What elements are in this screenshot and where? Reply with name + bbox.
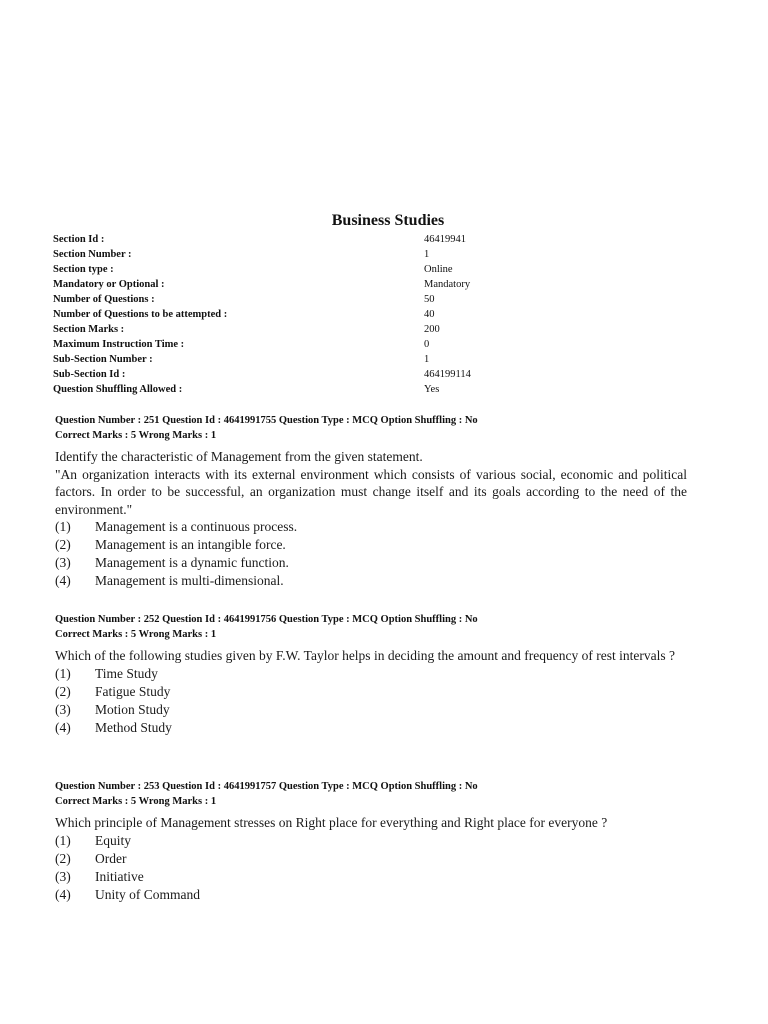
option-text: Order bbox=[95, 850, 127, 866]
option-item bbox=[55, 683, 687, 701]
question-block bbox=[55, 413, 687, 590]
question-block bbox=[55, 779, 687, 904]
section-info-row bbox=[53, 232, 573, 247]
option-number: (2) bbox=[55, 850, 71, 866]
option-item bbox=[55, 665, 687, 683]
option-number: (4) bbox=[55, 719, 71, 735]
question-text bbox=[55, 448, 687, 518]
option-text: Equity bbox=[95, 832, 131, 848]
info-value: Mandatory bbox=[424, 279, 471, 290]
option-text: Management is a dynamic function. bbox=[95, 555, 289, 570]
question-text-line: Which of the following studies given by F.W. Taylor helps in deciding the amount and frequency of rest intervals ? bbox=[55, 648, 675, 663]
info-label: Question Shuffling Allowed : bbox=[53, 384, 183, 395]
info-value: 464199114 bbox=[424, 369, 471, 380]
option-text: Management is multi-dimensional. bbox=[95, 573, 284, 588]
section-info-row bbox=[53, 352, 573, 367]
option-item bbox=[55, 868, 687, 886]
info-value: Online bbox=[424, 264, 453, 275]
info-label: Section type : bbox=[53, 264, 114, 275]
question-marks: Correct Marks : 5 Wrong Marks : 1 bbox=[55, 430, 217, 441]
option-text: Management is a continuous process. bbox=[95, 519, 298, 534]
option-text: Unity of Command bbox=[95, 886, 200, 902]
info-label: Maximum Instruction Time : bbox=[53, 339, 185, 350]
info-value: 1 bbox=[424, 249, 430, 260]
options-list bbox=[55, 665, 687, 737]
info-label: Sub-Section Id : bbox=[53, 369, 126, 380]
option-item bbox=[55, 886, 687, 904]
question-body bbox=[55, 448, 687, 590]
option-text: Fatigue Study bbox=[95, 683, 171, 699]
question-block bbox=[55, 612, 687, 737]
option-item bbox=[55, 554, 687, 572]
info-value: 50 bbox=[424, 294, 435, 305]
section-info-table bbox=[53, 232, 573, 397]
question-meta: Question Number : 253 Question Id : 4641991757 Question Type : MCQ Option Shuffling : No bbox=[55, 781, 478, 792]
question-body bbox=[55, 647, 687, 737]
option-number: (2) bbox=[55, 537, 71, 552]
page-title: Business Studies bbox=[331, 212, 445, 229]
info-value: 0 bbox=[424, 339, 430, 350]
section-info-row bbox=[53, 307, 573, 322]
option-number: (4) bbox=[55, 573, 71, 588]
option-text: Time Study bbox=[95, 665, 158, 681]
question-text bbox=[55, 647, 687, 665]
option-number: (2) bbox=[55, 683, 71, 699]
info-label: Sub-Section Number : bbox=[53, 354, 153, 365]
section-info-row bbox=[53, 262, 573, 277]
option-number: (3) bbox=[55, 555, 71, 570]
info-value: 1 bbox=[424, 354, 430, 365]
option-text: Method Study bbox=[95, 719, 172, 735]
question-marks: Correct Marks : 5 Wrong Marks : 1 bbox=[55, 629, 217, 640]
option-text: Initiative bbox=[95, 868, 144, 884]
question-body bbox=[55, 814, 687, 904]
options-list bbox=[55, 518, 687, 590]
option-number: (3) bbox=[55, 701, 71, 717]
option-item bbox=[55, 701, 687, 719]
option-number: (1) bbox=[55, 665, 71, 681]
option-number: (3) bbox=[55, 868, 71, 884]
option-item bbox=[55, 832, 687, 850]
info-value: 200 bbox=[424, 324, 440, 335]
option-number: (4) bbox=[55, 886, 71, 902]
option-number: (1) bbox=[55, 519, 71, 534]
question-text-line: Identify the characteristic of Management from the given statement. bbox=[55, 449, 423, 464]
info-label: Number of Questions to be attempted : bbox=[53, 309, 228, 320]
question-statement: "An organization interacts with its external environment which consists of various social, economic and political factors. In order to be successful, an organization must change itself and its goals according to the need of the environment." bbox=[55, 466, 687, 517]
question-meta: Question Number : 251 Question Id : 4641991755 Question Type : MCQ Option Shuffling : No bbox=[55, 415, 478, 426]
info-label: Mandatory or Optional : bbox=[53, 279, 165, 290]
info-value: 40 bbox=[424, 309, 435, 320]
info-value: Yes bbox=[424, 384, 440, 395]
option-item bbox=[55, 719, 687, 737]
section-info-row bbox=[53, 277, 573, 292]
question-meta: Question Number : 252 Question Id : 4641991756 Question Type : MCQ Option Shuffling : No bbox=[55, 614, 478, 625]
option-item bbox=[55, 572, 687, 590]
question-text-line: Which principle of Management stresses on Right place for everything and Right place for everyone ? bbox=[55, 815, 608, 830]
section-info-row bbox=[53, 337, 573, 352]
option-item bbox=[55, 850, 687, 868]
info-label: Section Number : bbox=[53, 249, 132, 260]
info-label: Section Marks : bbox=[53, 324, 125, 335]
option-text: Motion Study bbox=[95, 701, 170, 717]
options-list bbox=[55, 832, 687, 904]
section-info-row bbox=[53, 247, 573, 262]
option-item bbox=[55, 518, 687, 536]
question-text bbox=[55, 814, 687, 832]
section-info-row bbox=[53, 292, 573, 307]
info-value: 46419941 bbox=[424, 234, 466, 245]
question-marks: Correct Marks : 5 Wrong Marks : 1 bbox=[55, 796, 217, 807]
option-text: Management is an intangible force. bbox=[95, 537, 286, 552]
section-info-row bbox=[53, 367, 573, 382]
section-info-row bbox=[53, 382, 573, 397]
option-number: (1) bbox=[55, 832, 71, 848]
option-item bbox=[55, 536, 687, 554]
section-info-row bbox=[53, 322, 573, 337]
info-label: Number of Questions : bbox=[53, 294, 155, 305]
info-label: Section Id : bbox=[53, 234, 105, 245]
